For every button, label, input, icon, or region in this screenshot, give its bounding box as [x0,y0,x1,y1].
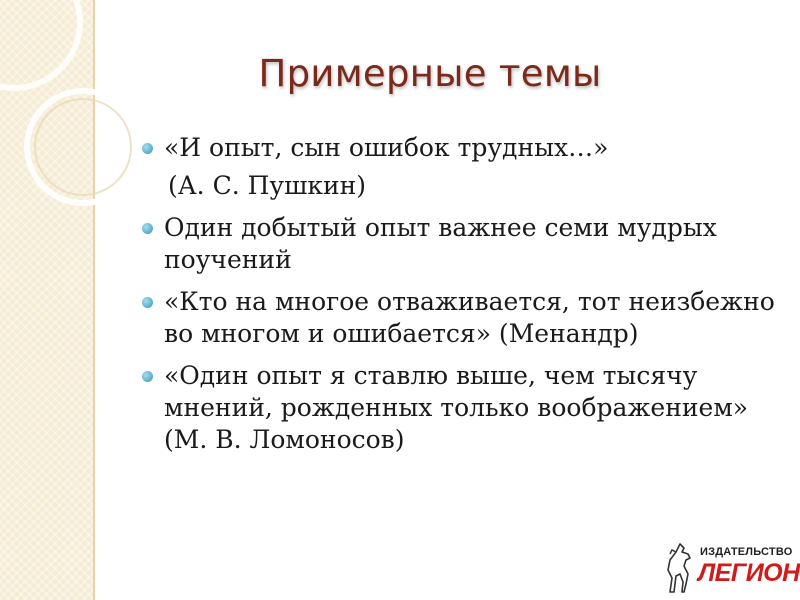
list-item-text: Один добытый опыт важнее семи мудрых поучений [164,213,717,274]
list-item [140,360,790,456]
bullet-dot-icon [142,143,153,154]
decorative-circle-small [27,91,139,203]
logo-name: ЛЕГИОН [698,559,800,587]
list-item-text: «И опыт, сын ошибок трудных…» [164,133,609,162]
list-item-attribution [140,170,790,202]
bullet-dot-icon [142,371,153,382]
bullet-dot-icon [142,297,153,308]
list-item [140,132,790,164]
decorative-circle-large [0,0,80,88]
list-item [140,212,790,276]
decorative-circles [0,0,160,230]
decorative-circle-inner [35,99,131,195]
list-item [140,286,790,350]
list-item-text: (А. С. Пушкин) [168,171,367,200]
list-item-text: «Кто на многое отваживается, тот неизбежно во многом и ошибается» (Менандр) [164,287,775,348]
slide-title: Примерные темы [258,52,602,95]
bullet-list [140,132,790,466]
logo-subtitle: ИЗДАТЕЛЬСТВО [700,546,793,558]
bullet-dot-icon [142,223,153,234]
list-item-text: «Один опыт я ставлю выше, чем тысячу мнений, рожденных только воображением» (М. В. Ломоносов) [164,361,749,454]
publisher-logo [660,540,800,596]
horse-icon [660,540,700,596]
